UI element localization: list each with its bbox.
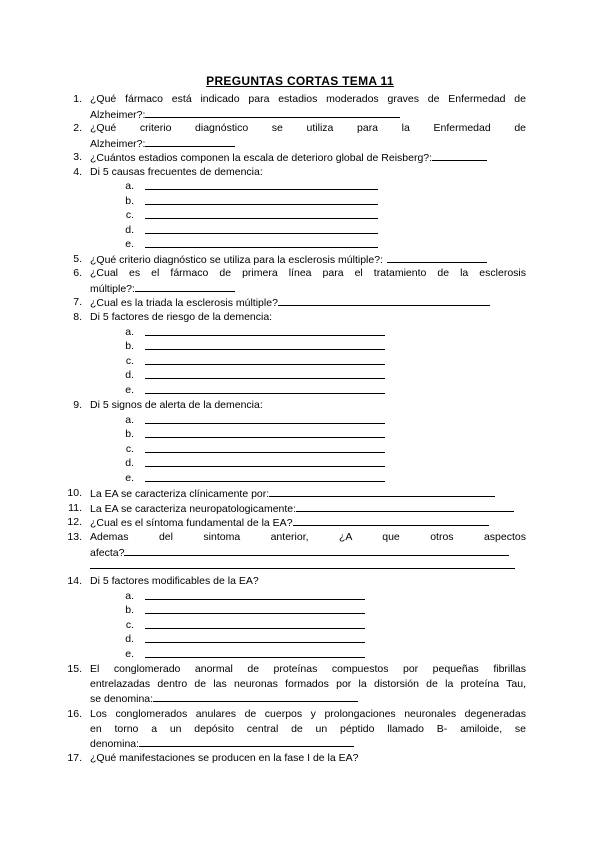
question-text-cont: múltiple?: [90,282,135,295]
question-text: ¿Qué fármaco está indicado para estadios moderados graves de Enfermedad de [90,93,526,105]
item-letter: a. [125,326,134,338]
answer-blank[interactable] [135,281,235,292]
question-text: ¿Qué criterio diagnóstico se utiliza para la esclerosis múltiple?: [90,254,383,266]
item-letter: b. [125,195,134,207]
question-number: 6. [73,267,82,279]
item-letter: e. [125,472,134,484]
question-text: ¿Qué manifestaciones se producen en la fase I de la EA? [90,752,359,764]
question-17 [67,751,526,766]
question-text-cont: se denomina: [90,693,154,706]
answer-blank[interactable] [269,486,495,497]
question-4 [73,165,526,180]
item-letter: d. [125,457,134,469]
question-6 [73,266,526,296]
item-letter: d. [125,224,134,236]
answer-line[interactable] [145,599,365,600]
item-letter: a. [125,414,134,426]
item-letter: b. [125,428,134,440]
answer-blank[interactable] [296,501,514,512]
answer-line[interactable] [145,642,365,643]
answer-line[interactable] [145,204,378,205]
item-letter: c. [125,209,134,221]
question-number: 13. [67,531,82,543]
question-number: 17. [67,752,82,764]
question-number: 8. [73,311,82,323]
answer-line[interactable] [145,189,378,190]
item-letter: b. [125,340,134,352]
question-number: 4. [73,166,82,178]
item-letter: d. [125,633,134,645]
question-text: Di 5 signos de alerta de la demencia: [90,399,263,411]
question-number: 14. [67,575,82,587]
question-text: Los conglomerados anulares de cuerpos y prolongaciones neuronales degeneradas [90,708,526,720]
answer-blank[interactable] [124,545,509,556]
answer-line[interactable] [145,481,385,482]
question-13 [67,530,526,560]
question-8 [73,310,526,325]
item-letter: b. [125,604,134,616]
question-text: La EA se caracteriza clínicamente por: [90,488,270,500]
question-number: 5. [73,253,82,265]
question-number: 7. [73,296,82,308]
item-letter: a. [125,590,134,602]
answer-line[interactable] [90,568,515,569]
question-text: ¿Cual es la triada la esclerosis múltiple? [90,297,278,309]
answer-line[interactable] [145,423,385,424]
question-number: 9. [73,399,82,411]
answer-line[interactable] [145,233,378,234]
item-letter: e. [125,384,134,396]
answer-line[interactable] [145,628,365,629]
item-letter: c. [125,619,134,631]
answer-line[interactable] [145,657,365,658]
answer-line[interactable] [145,466,385,467]
item-letter: a. [125,180,134,192]
answer-blank[interactable] [139,736,354,747]
item-letter: d. [125,369,134,381]
answer-blank[interactable] [145,136,235,147]
answer-line[interactable] [145,218,378,219]
item-letter: e. [125,238,134,250]
answer-blank[interactable] [432,150,487,161]
answer-line[interactable] [145,335,385,336]
question-text: Ademas del sintoma anterior, ¿A que otros aspectos [90,531,526,543]
question-15 [67,662,526,707]
question-text: ¿Cual es el fármaco de primera línea para el tratamiento de la esclerosis [90,267,526,279]
question-text-cont: en torno a un depósito central de un péptido llamado B- amiloide, se [90,722,526,735]
question-14 [67,574,526,589]
answer-line[interactable] [145,378,385,379]
question-10 [67,486,526,502]
answer-blank[interactable] [293,515,489,526]
question-text-cont: Alzheimer?: [90,137,146,150]
question-text-cont: Alzheimer?: [90,108,146,121]
question-16 [67,707,526,752]
question-3 [73,150,526,166]
question-7 [73,295,526,311]
question-text: El conglomerado anormal de proteínas compuestos por pequeñas fibrillas [90,663,526,675]
question-text-cont: entrelazadas dentro de las neuronas formados por la distorsión de la proteína Tau, [90,677,526,690]
answer-line[interactable] [145,613,365,614]
item-letter: e. [125,648,134,660]
question-number: 2. [73,122,82,134]
question-number: 10. [67,487,82,499]
page-title: PREGUNTAS CORTAS TEMA 11 [206,74,394,88]
answer-blank[interactable] [145,107,400,118]
question-text: Di 5 factores modificables de la EA? [90,575,259,587]
answer-line[interactable] [145,452,385,453]
question-12 [67,515,526,531]
answer-blank[interactable] [387,252,487,263]
question-text: ¿Qué criterio diagnóstico se utiliza para la Enfermedad de [90,122,526,134]
question-number: 1. [73,93,82,105]
question-1 [73,92,526,122]
question-number: 11. [68,502,82,514]
question-text: Di 5 factores de riesgo de la demencia: [90,311,273,323]
question-number: 16. [67,708,82,720]
question-text-cont: afecta? [90,546,125,559]
item-letter: c. [125,355,134,367]
item-letter: c. [125,443,134,455]
question-text-cont: denomina: [90,738,140,751]
question-text: La EA se caracteriza neuropatologicamente: [90,503,297,515]
answer-blank[interactable] [153,691,358,702]
answer-line[interactable] [145,393,385,394]
question-number: 3. [73,151,82,163]
answer-line[interactable] [145,364,385,365]
question-text: ¿Cuántos estadios componen la escala de deterioro global de Reisberg?: [90,152,433,164]
question-2 [73,121,526,151]
question-text: Di 5 causas frecuentes de demencia: [90,166,263,178]
question-9 [73,398,526,413]
answer-line[interactable] [145,247,378,248]
question-number: 12. [67,516,82,528]
answer-line[interactable] [145,349,385,350]
question-number: 15. [67,663,82,675]
answer-blank[interactable] [278,295,490,306]
answer-line[interactable] [145,437,385,438]
question-text: ¿Cual es el síntoma fundamental de la EA? [90,517,293,529]
